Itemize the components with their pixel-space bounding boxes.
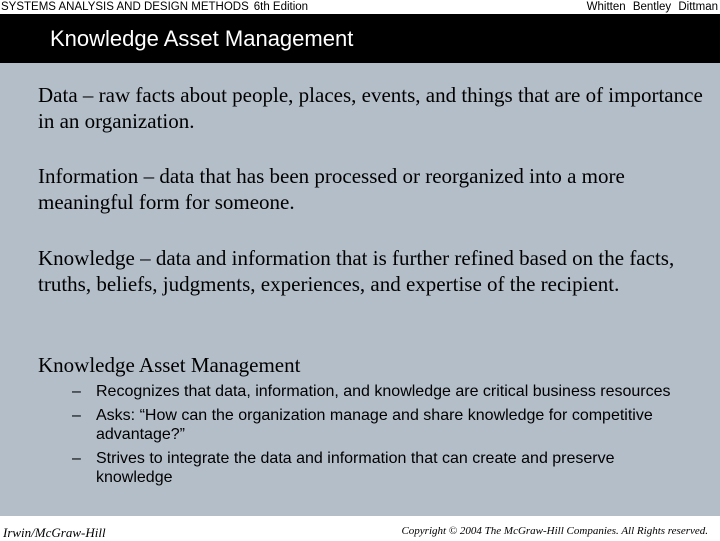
footer-bar <box>0 516 720 540</box>
authors: Whitten Bentley Dittman <box>586 1 718 13</box>
course-name: SYSTEMS ANALYSIS AND DESIGN METHODS <box>1 1 249 13</box>
bullet-text: Recognizes that data, information, and knowledge are critical business resources <box>96 383 671 400</box>
definition-term: Data <box>38 83 78 107</box>
bullet-marker: – <box>72 450 81 467</box>
bullet-item <box>72 449 692 487</box>
definition-text: – raw facts about people, places, events, and things that are of importance in an organization. <box>38 83 703 133</box>
section-heading: Knowledge Asset Management <box>38 353 301 377</box>
bullet-marker: – <box>72 383 81 400</box>
definition-term: Information <box>38 164 139 188</box>
bullet-item <box>72 382 692 401</box>
slide-title: Knowledge Asset Management <box>50 26 354 51</box>
title-bar <box>0 14 720 63</box>
slide-content <box>0 63 720 516</box>
definition-text: – data that has been processed or reorganized into a more meaningful form for someone. <box>38 164 625 214</box>
bullet-list <box>72 382 692 492</box>
definition-data <box>38 82 703 134</box>
definition-term: Knowledge <box>38 246 135 270</box>
definition-information <box>38 163 703 215</box>
edition-label: 6th Edition <box>253 1 309 13</box>
copyright: Copyright © 2004 The McGraw-Hill Companies. All Rights reserved. <box>401 525 708 537</box>
bullet-text: Asks: “How can the organization manage and share knowledge for competitive advantage?” <box>96 407 653 443</box>
bullet-marker: – <box>72 407 81 424</box>
publisher: Irwin/McGraw-Hill <box>3 525 106 540</box>
bullet-text: Strives to integrate the data and information that can create and preserve knowledge <box>96 450 615 486</box>
definition-text: – data and information that is further refined based on the facts, truths, beliefs, judgments, experiences, and expertise of the recipient. <box>38 246 675 296</box>
course-title <box>1 0 308 14</box>
header-bar <box>0 0 720 14</box>
bullet-item <box>72 406 692 444</box>
definition-knowledge <box>38 245 703 297</box>
